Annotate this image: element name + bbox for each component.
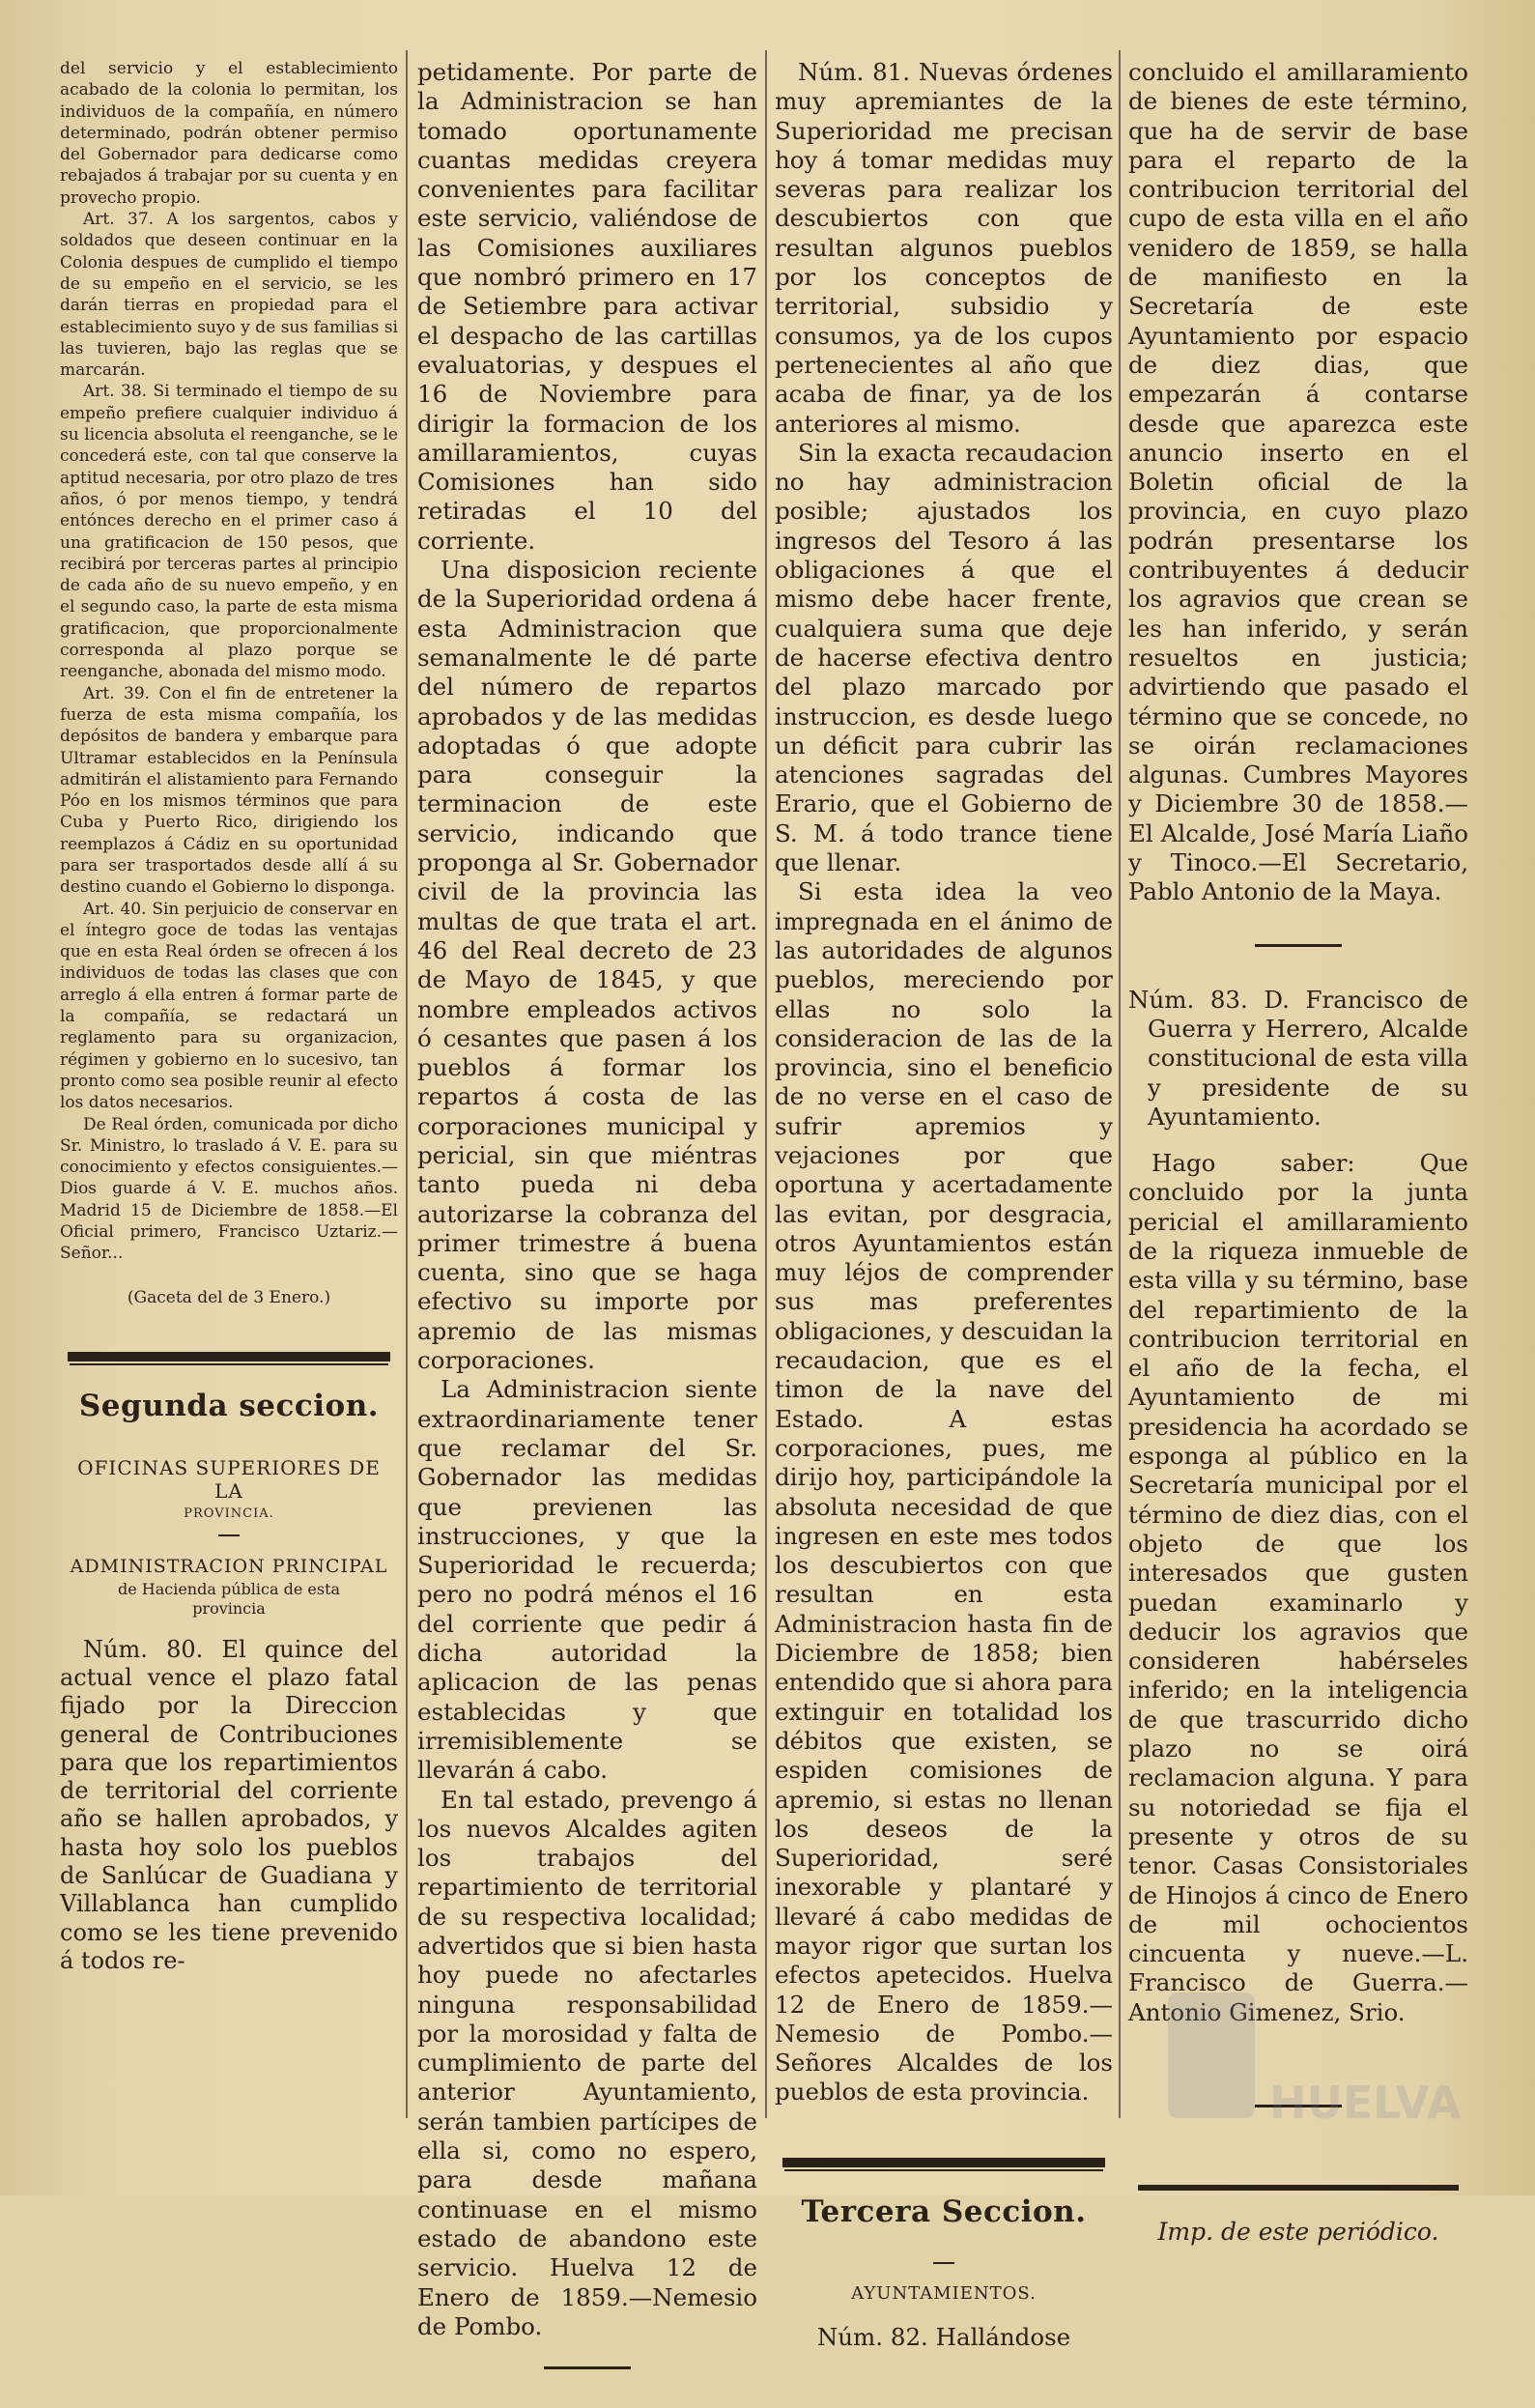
column-rule [765,50,767,2118]
column-3 [775,58,1113,2352]
royal-order-articles [60,58,398,1265]
imprint: Imp. de este periódico. [1157,2218,1439,2246]
section-divider [68,1352,390,1362]
column-2 [417,58,757,2408]
divider [544,2366,631,2369]
article-40: Art. 40. Sin perjuicio de conservar en el íntegro goce de todas las ventajas que en esta Real órden se ofrecen á los individuos de todas las clases que con arreglo á ella entren á formar parte de la compañía, se redactará un reglamento para su organizacion, régimen y gobierno en lo sucesivo, tan pronto como sea posible reunir al efecto los datos necesarios. [60,899,398,1113]
column-1 [60,58,398,1975]
notice-80: Núm. 80. El quince del actual vence el plazo fatal fijado por la Direccion general de Contribuciones para que los repartimientos de territorial del corriente año se hallen aprobados, y hasta hoy solo los pueblos de Sanlúcar de Guadiana y Villablanca han cumplido como se les tiene prevenido á todos re- [60,1635,398,1974]
section-title: Segunda seccion. [78,1388,380,1423]
office-subheading: PROVINCIA. [184,1505,274,1521]
column-4 [1128,58,1468,2246]
section-title: Tercera Seccion. [801,2193,1087,2229]
ayuntamientos-heading: AYUNTAMIENTOS. [851,2282,1037,2304]
closing-signature: De Real órden, comunicada por dicho Sr. Ministro, lo traslado á V. E. para su conocimiento y efectos consiguientes.—Dios guarde á V. E. muchos años. Madrid 15 de Diciembre de 1858.—El Oficial primero, Francisco Uztariz.—Señor... [60,1114,398,1264]
paragraph: Una disposicion reciente de la Superioridad ordena á esta Administracion que semanalmente le dé parte del número de repartos aprobados y de las medidas adoptadas ó que adopte para conseguir la terminacion de este servicio, indicando que proponga al Sr. Gobernador civil de la provincia las multas de que trata el art. 46 del Real decreto de 23 de Mayo de 1845, y que nombre empleados activos ó cesantes que pasen á los pueblos á formar los repartos á costa de las corporaciones municipal y pericial, sin que miéntras tanto pueda ni deba autorizarse la cobranza del primer trimestre á buena cuenta, sino que se haga efectivo su importe por apremio de las mismas corporaciones. [417,556,757,1375]
notice-83-body: Hago saber: Que concluido por la junta pericial el amillaramiento de la riqueza inmueble de esta villa y su término, base del repartimiento de la contribucion territorial en el año de la fecha, el Ayuntamiento de mi presidencia ha acordado se esponga al público en la Secretaría municipal por el término de diez dias, con el objeto de que los interesados que gusten puedan examinarlo y deducir los agravios que consideren habérseles inferido; en la inteligencia de que trascurrido dicho plazo no se oirá reclamacion alguna. Y para su notoriedad se fija el presente y otros de su tenor. Casas Consistoriales de Hinojos á cinco de Enero de mil ochocientos cincuenta y nueve.—L. Francisco de Guerra.—Antonio Gimenez, Srio. [1128,1149,1468,2026]
watermark-text: HUELVA [1269,2077,1462,2129]
article-37: Art. 37. A los sargentos, cabos y soldados que deseen continuar en la Colonia despues de cumplido el tiempo de su empeño en el servicio, se les darán tierras en propiedad para el establecimiento suyo y de sus familias si las tuvieren, bajo las reglas que se marcarán. [60,210,398,381]
notice-82-start: Núm. 82. Hallándose [816,2322,1071,2351]
paragraph: En tal estado, prevengo á los nuevos Alcaldes agiten los trabajos del repartimiento de territorial de su respectiva localidad; advertidos que si bien hasta hoy puede no afectarles ninguna responsabilidad por la morosidad y falta de cumplimiento de parte del anterior Ayuntamiento, serán tambien partícipes de ella si, como no espero, para desde mañana continuase en el mismo estado de abandono este servicio. Huelva 12 de Enero de 1859.—Nemesio de Pombo. [417,1785,757,2340]
paragraph: del servicio y el establecimiento acabado de la colonia lo permitan, los individuos de la compañía, en número determinado, podrán obtener permiso del Gobernador para dedicarse como rebajados á trabajar por su cuenta y en provecho propio. [60,59,398,208]
paragraph: petidamente. Por parte de la Administracion se han tomado oportunamente cuantas medidas creyera convenientes para facilitar este servicio, valiéndose de las Comisiones auxiliares que nombró primero en 17 de Setiembre para activar el despacho de las cartillas evaluatorias, y despues el 16 de Noviembre para dirigir la formacion de los amillaramientos, cuyas Comisiones han sido retiradas el 10 del corriente. [417,58,757,555]
source-note: (Gaceta del de 3 Enero.) [127,1287,331,1307]
closing-rule [1138,2185,1459,2191]
article-39: Art. 39. Con el fin de entretener la fuerza de esta misma compañía, los depósitos de bandera y embarque para Ultramar establecidos en la Península admitirán el alistamiento para Fernando Póo en los mismos términos que para Cuba y Puerto Rico, dirigiendo los reemplazos á Cádiz en su oportunidad para ser trasportados desde allí á su destino cuando el Gobierno lo disponga. [60,683,398,898]
article-38: Art. 38. Si terminado el tiempo de su empeño prefiere cualquier individuo á su licencia absoluta el reenganche, se le concederá este, con tal que conserve la aptitud necesaria, por otro plazo de tres años, ó por menos tiempo, y tendrá entónces derecho en el primer caso á una gratificacion de 150 pesos, que recibirá por terceras partes al principio de cada año de su nuevo empeño, y en el segundo caso, la parte de esta misma gratificacion, que proporcionalmente corresponda al plazo porque se reenganche, abonada del mismo modo. [60,382,398,682]
watermark-logo [1149,1973,1467,2147]
admin-heading: ADMINISTRACION PRINCIPAL [70,1555,388,1577]
divider [218,1534,240,1536]
section-divider [782,2158,1105,2167]
office-heading: OFICINAS SUPERIORES DE LA [77,1455,381,1503]
paragraph: La Administracion siente extraordinariamente tener que reclamar del Sr. Gobernador las medidas que previenen las instrucciones, y que la Superioridad le recuerda; pero no podrá ménos el 16 del corriente que pedir á dicha autoridad la aplicacion de las penas establecidas y que irremisiblemente se llevarán á cabo. [417,1375,757,1785]
shield-shape [1168,1992,1255,2118]
notice-83-heading: Núm. 83. D. Francisco de Guerra y Herrero, Alcalde constitucional de esta villa y presidente de su Ayuntamiento. [1128,985,1468,1131]
divider [933,2262,954,2264]
admin-subheading: de Hacienda pública de esta provincia [117,1579,341,1618]
divider [1255,944,1342,947]
column-rule [1119,50,1121,2118]
notice-81: Núm. 81. Nuevas órdenes muy apremiantes de la Superioridad me precisan hoy á tomar medidas muy severas para realizar los descubiertos con que resultan algunos pueblos por los conceptos de territorial, subsidio y consumos, ya de los cupos pertenecientes al año que acaba de finar, ya de los anteriores al mismo. [775,58,1113,438]
paragraph: Si esta idea la veo impregnada en el ánimo de las autoridades de algunos pueblos, mereciendo por ellas no solo la consideracion de las de la provincia, sino el beneficio de no verse en el caso de sufrir apremios y vejaciones por que oportuna y acertadamente las evitan, por desgracia, otros Ayuntamientos están muy léjos de comprender sus mas preferentes obligaciones, y descuidan la recaudacion, que es el timon de la nave del Estado. A estas corporaciones, pues, me dirijo hoy, participándole la absoluta necesidad de que ingresen en este mes todos los descubiertos con que resultan en esta Administracion hasta fin de Diciembre de 1858; bien entendido que si ahora para extinguir en totalidad los débitos que existen, se espiden comisiones de apremio, si estas no llenan los deseos de la Superioridad, seré inexorable y plantaré y llevaré á cabo medidas de mayor rigor que surtan los efectos apetecidos. Huelva 12 de Enero de 1859.—Nemesio de Pombo.—Señores Alcaldes de los pueblos de esta provincia. [775,877,1113,2107]
column-rule [406,50,408,2118]
notice-82-body: concluido el amillaramiento de bienes de este término, que ha de servir de base para el reparto de la contribucion territorial del cupo de esta villa en el año venidero de 1859, se halla de manifiesto en la Secretaría de este Ayuntamiento por espacio de diez dias, que empezarán á contarse desde que aparezca este anuncio inserto en el Boletin oficial de la provincia, en cuyo plazo podrán presentarse los contribuyentes á deducir los agravios que crean se les han inferido, y serán resueltos en justicia; advirtiendo que pasado el término que se concede, no se oirán reclamaciones algunas. Cumbres Mayores y Diciembre 30 de 1858.—El Alcalde, José María Liaño y Tinoco.—El Secretario, Pablo Antonio de la Maya. [1128,58,1468,906]
paragraph: Sin la exacta recaudacion no hay administracion posible; ajustados los ingresos del Tesoro á las obligaciones á que el mismo debe hacer frente, cualquiera suma que deje de hacerse efectiva dentro del plazo marcado por instruccion, es desde luego un déficit para cubrir las atenciones sagradas del Erario, que el Gobierno de S. M. á todo trance tiene que llenar. [775,438,1113,877]
